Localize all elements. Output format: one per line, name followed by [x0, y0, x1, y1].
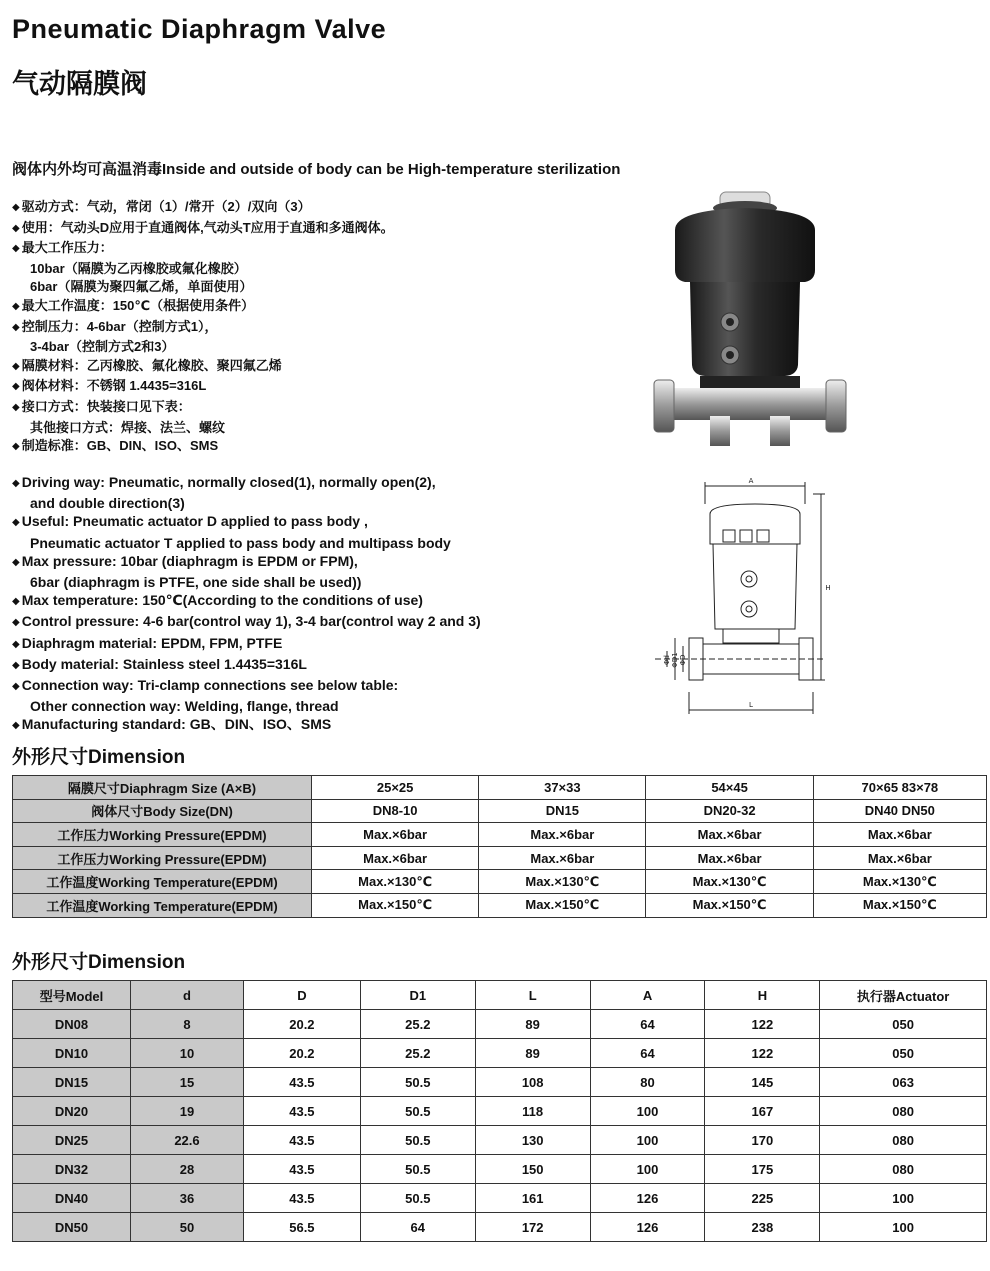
table-cell: 25.2 — [360, 1039, 475, 1068]
table-cell: DN50 — [13, 1213, 131, 1242]
feature-item: 其他接口方式：焊接、法兰、螺纹 — [30, 419, 226, 435]
table-cell: 108 — [475, 1068, 590, 1097]
table-cell: 54×45 — [646, 776, 813, 800]
feature-item: ◆ 接口方式：快装接口见下表： — [12, 398, 394, 419]
feature-item: ◆ Manufacturing standard: GB、DIN、ISO、SMS — [12, 715, 481, 736]
table-row — [13, 893, 987, 917]
drawing-label-d1: ΦD1 — [671, 652, 679, 668]
table-row — [13, 1068, 987, 1097]
table-cell: 37×33 — [479, 776, 646, 800]
table-cell: 161 — [475, 1184, 590, 1213]
table-cell: Max.×130℃ — [813, 870, 986, 894]
column-header: d — [131, 981, 244, 1010]
column-header: H — [705, 981, 820, 1010]
table-cell: 10 — [131, 1039, 244, 1068]
table-row — [13, 846, 987, 870]
row-label: 工作温度Working Temperature(EPDM) — [13, 893, 312, 917]
table-cell: Max.×6bar — [479, 846, 646, 870]
table-cell: Max.×130℃ — [312, 870, 479, 894]
table-cell: DN15 — [479, 799, 646, 823]
table-cell: DN40 DN50 — [813, 799, 986, 823]
section-title-dimension: 外形尺寸Dimension — [12, 952, 186, 973]
table-row — [13, 823, 987, 847]
column-header: 执行器Actuator — [820, 981, 987, 1010]
table-cell: 43.5 — [243, 1126, 360, 1155]
table-cell: 050 — [820, 1010, 987, 1039]
cn-feature-list — [12, 198, 394, 458]
table-cell: 172 — [475, 1213, 590, 1242]
table-cell: Max.×150℃ — [479, 893, 646, 917]
feature-item: ◆ 隔膜材料：乙丙橡胶、氟化橡胶、聚四氟乙烯 — [12, 357, 394, 378]
table-cell: Max.×6bar — [312, 823, 479, 847]
table-row — [13, 1155, 987, 1184]
feature-item: ◆ 最大工作温度：150℃（根据使用条件） — [12, 297, 394, 318]
feature-item: ◆ Connection way: Tri-clamp connections see below table: — [12, 676, 481, 697]
table-cell: 080 — [820, 1126, 987, 1155]
table-cell: 20.2 — [243, 1010, 360, 1039]
table-cell: Max.×6bar — [813, 823, 986, 847]
table-cell: 063 — [820, 1068, 987, 1097]
row-label: 隔膜尺寸Diaphragm Size (A×B) — [13, 776, 312, 800]
table-cell: 167 — [705, 1097, 820, 1126]
drawing-label-a: A — [748, 477, 754, 485]
table-cell: 89 — [475, 1039, 590, 1068]
column-header: D — [243, 981, 360, 1010]
table-cell: 43.5 — [243, 1155, 360, 1184]
table-cell: 8 — [131, 1010, 244, 1039]
feature-item: ◆ Driving way: Pneumatic, normally closed(1), normally open(2), — [12, 473, 481, 494]
row-label: 工作压力Working Pressure(EPDM) — [13, 823, 312, 847]
page-title-cn: 气动隔膜阀 — [12, 69, 147, 100]
table-cell: 70×65 83×78 — [813, 776, 986, 800]
table-cell: 22.6 — [131, 1126, 244, 1155]
table-cell: 50.5 — [360, 1184, 475, 1213]
table-cell: Max.×6bar — [813, 846, 986, 870]
feature-item: ◆ Body material: Stainless steel 1.4435=316L — [12, 655, 481, 676]
feature-item: 3-4bar（控制方式2和3） — [30, 339, 175, 355]
table-cell: 19 — [131, 1097, 244, 1126]
table-cell: DN32 — [13, 1155, 131, 1184]
subtitle: 阀体内外均可高温消毒Inside and outside of body can be High-temperature sterilization — [12, 161, 621, 178]
table-cell: 50.5 — [360, 1155, 475, 1184]
feature-item: ◆ 使用：气动头D应用于直通阀体,气动头T应用于直通和多通阀体。 — [12, 219, 394, 240]
table-cell: DN15 — [13, 1068, 131, 1097]
table-cell: Max.×150℃ — [813, 893, 986, 917]
table-cell: 89 — [475, 1010, 590, 1039]
table-cell: DN20 — [13, 1097, 131, 1126]
feature-item: ◆ 阀体材料：不锈钢 1.4435=316L — [12, 377, 394, 398]
dimension-table — [12, 980, 987, 1242]
table-cell: 28 — [131, 1155, 244, 1184]
row-label: 工作温度Working Temperature(EPDM) — [13, 870, 312, 894]
table-header-row — [13, 981, 987, 1010]
column-header: D1 — [360, 981, 475, 1010]
table-row — [13, 870, 987, 894]
feature-item: ◆ 控制压力：4-6bar（控制方式1）， — [12, 318, 394, 339]
table-cell: 050 — [820, 1039, 987, 1068]
table-cell: 100 — [820, 1213, 987, 1242]
table-cell: 145 — [705, 1068, 820, 1097]
table-row — [13, 776, 987, 800]
table-cell: 64 — [590, 1039, 705, 1068]
table-cell: 43.5 — [243, 1097, 360, 1126]
row-label: 工作压力Working Pressure(EPDM) — [13, 846, 312, 870]
table-cell: Max.×130℃ — [479, 870, 646, 894]
table-row — [13, 799, 987, 823]
table-cell: Max.×6bar — [479, 823, 646, 847]
table-cell: 64 — [590, 1010, 705, 1039]
feature-item: 10bar（隔膜为乙丙橡胶或氟化橡胶） — [30, 260, 247, 276]
table-cell: 238 — [705, 1213, 820, 1242]
table-cell: 25.2 — [360, 1010, 475, 1039]
feature-item: ◆ Max pressure: 10bar (diaphragm is EPDM or FPM), — [12, 552, 481, 573]
feature-item: ◆ Max temperature: 150℃(According to the conditions of use) — [12, 591, 481, 612]
table-cell: Max.×150℃ — [646, 893, 813, 917]
table-cell: 122 — [705, 1039, 820, 1068]
table-cell: 50.5 — [360, 1126, 475, 1155]
column-header: 型号Model — [13, 981, 131, 1010]
table-row — [13, 1097, 987, 1126]
feature-item: and double direction(3) — [30, 495, 185, 512]
table-cell: 126 — [590, 1184, 705, 1213]
table-cell: 100 — [820, 1184, 987, 1213]
table-cell: DN08 — [13, 1010, 131, 1039]
table-cell: 100 — [590, 1097, 705, 1126]
table-cell: 170 — [705, 1126, 820, 1155]
table-cell: 175 — [705, 1155, 820, 1184]
page-title-en: Pneumatic Diaphragm Valve — [12, 14, 387, 44]
table-cell: 43.5 — [243, 1068, 360, 1097]
table-row — [13, 1039, 987, 1068]
valve-photo — [650, 190, 850, 450]
drawing-label-l: L — [749, 701, 753, 709]
table-cell: 25×25 — [312, 776, 479, 800]
table-cell: 43.5 — [243, 1184, 360, 1213]
feature-item: ◆ Diaphragm material: EPDM, FPM, PTFE — [12, 634, 481, 655]
table-cell: DN40 — [13, 1184, 131, 1213]
feature-item: ◆ 制造标准：GB、DIN、ISO、SMS — [12, 437, 394, 458]
feature-item: ◆ Useful: Pneumatic actuator D applied to pass body , — [12, 512, 481, 533]
table-cell: DN10 — [13, 1039, 131, 1068]
table-cell: DN8-10 — [312, 799, 479, 823]
table-row — [13, 1213, 987, 1242]
table-cell: 56.5 — [243, 1213, 360, 1242]
table-cell: Max.×130℃ — [646, 870, 813, 894]
feature-item: ◆ 最大工作压力： — [12, 239, 394, 260]
feature-item: 6bar（隔膜为聚四氟乙烯，单面使用） — [30, 279, 253, 295]
table-cell: 64 — [360, 1213, 475, 1242]
table-cell: 080 — [820, 1155, 987, 1184]
table-cell: 130 — [475, 1126, 590, 1155]
table-row — [13, 1184, 987, 1213]
table-cell: Max.×150℃ — [312, 893, 479, 917]
section-title-spec: 外形尺寸Dimension — [12, 747, 186, 768]
table-cell: Max.×6bar — [312, 846, 479, 870]
table-cell: 080 — [820, 1097, 987, 1126]
column-header: L — [475, 981, 590, 1010]
table-cell: 150 — [475, 1155, 590, 1184]
table-cell: DN20-32 — [646, 799, 813, 823]
table-cell: Max.×6bar — [646, 846, 813, 870]
drawing-label-d: ΦD — [679, 654, 687, 666]
table-cell: 80 — [590, 1068, 705, 1097]
table-cell: 50.5 — [360, 1097, 475, 1126]
table-cell: 225 — [705, 1184, 820, 1213]
table-cell: 126 — [590, 1213, 705, 1242]
feature-item: ◆ 驱动方式：气动，常闭（1）/常开（2）/双向（3） — [12, 198, 394, 219]
table-row — [13, 1010, 987, 1039]
en-feature-list — [12, 473, 481, 737]
table-cell: DN25 — [13, 1126, 131, 1155]
drawing-label-small-d: Φd — [663, 655, 671, 665]
table-cell: 20.2 — [243, 1039, 360, 1068]
table-cell: 36 — [131, 1184, 244, 1213]
table-cell: 100 — [590, 1126, 705, 1155]
table-cell: Max.×6bar — [646, 823, 813, 847]
feature-item: Other connection way: Welding, flange, thread — [30, 698, 339, 715]
table-cell: 118 — [475, 1097, 590, 1126]
valve-dimension-drawing — [645, 474, 835, 719]
drawing-label-h: H — [825, 584, 831, 592]
feature-item: Pneumatic actuator T applied to pass body and multipass body — [30, 534, 451, 551]
table-row — [13, 1126, 987, 1155]
table-cell: 50.5 — [360, 1068, 475, 1097]
column-header: A — [590, 981, 705, 1010]
table-cell: 100 — [590, 1155, 705, 1184]
table-cell: 50 — [131, 1213, 244, 1242]
row-label: 阀体尺寸Body Size(DN) — [13, 799, 312, 823]
table-cell: 122 — [705, 1010, 820, 1039]
spec-table — [12, 775, 987, 918]
feature-item: ◆ Control pressure: 4-6 bar(control way 1), 3-4 bar(control way 2 and 3) — [12, 612, 481, 633]
feature-item: 6bar (diaphragm is PTFE, one side shall be used)) — [30, 574, 362, 591]
table-cell: 15 — [131, 1068, 244, 1097]
